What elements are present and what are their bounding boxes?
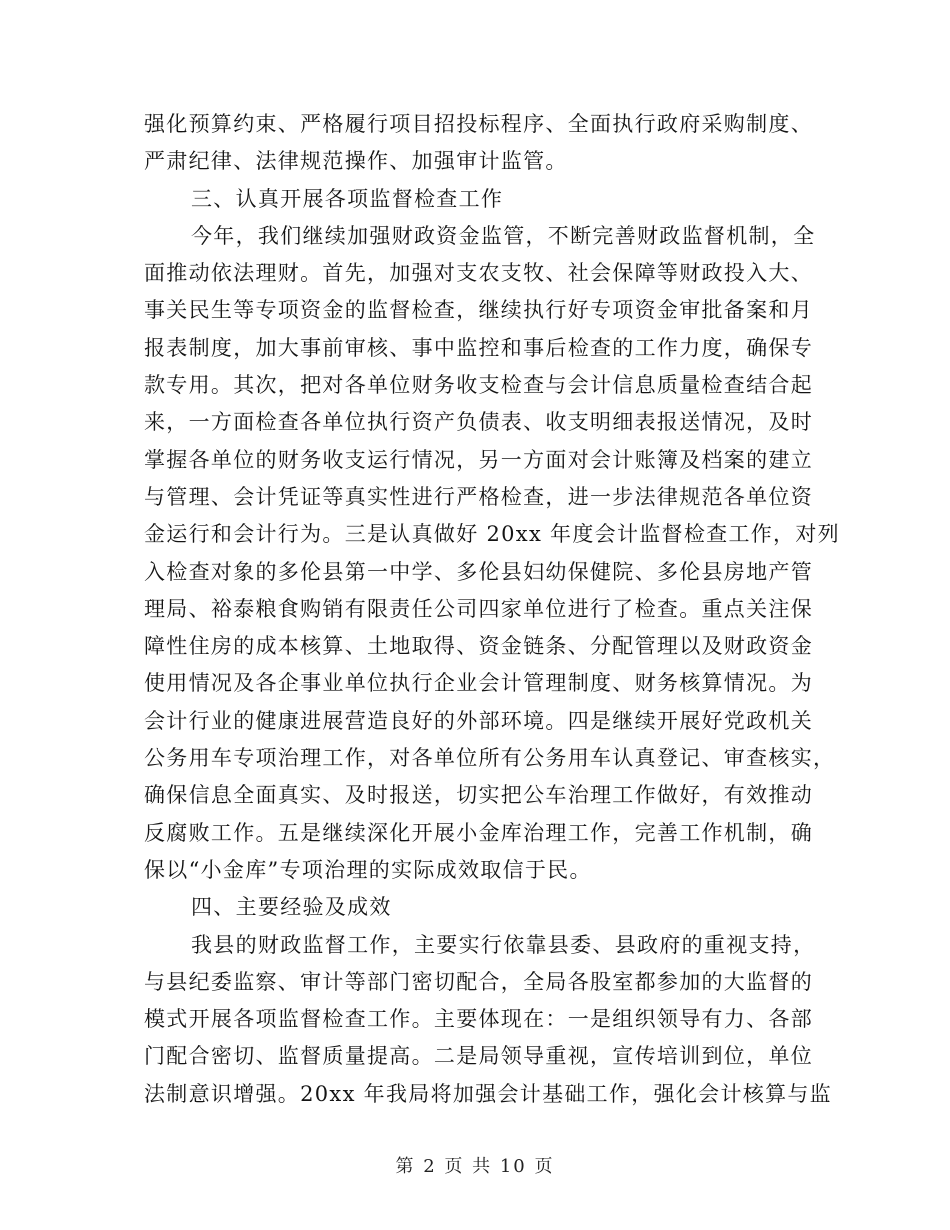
- text-line: 使用情况及各企事业单位执行企业会计管理制度、财务核算情况。为: [144, 671, 813, 696]
- text-line: 法制意识增强。20xx 年我局将加强会计基础工作，强化会计核算与监: [144, 1081, 832, 1106]
- text-line: 严肃纪律、法律规范操作、加强审计监管。: [144, 149, 568, 174]
- text-line: 保以“小金库”专项治理的实际成效取信于民。: [144, 857, 592, 882]
- text-line: 款专用。其次，把对各单位财务收支检查与会计信息质量检查结合起: [144, 373, 813, 398]
- text-line: 反腐败工作。五是继续深化开展小金库治理工作，完善工作机制，确: [144, 820, 813, 845]
- text-line: 门配合密切、监督质量提高。二是局领导重视，宣传培训到位，单位: [144, 1044, 813, 1069]
- paragraph-start-line: 今年，我们继续加强财政资金监管，不断完善财政监督机制，全: [191, 223, 816, 248]
- text-line: 与管理、会计凭证等真实性进行严格检查，进一步法律规范各单位资: [144, 484, 813, 509]
- text-line: 来，一方面检查各单位执行资产负债表、收支明细表报送情况，及时: [144, 410, 813, 435]
- text-line: 确保信息全面真实、及时报送，切实把公车治理工作做好，有效推动: [144, 783, 813, 808]
- paragraph-start-line: 我县的财政监督工作，主要实行依靠县委、县政府的重视支持，: [191, 932, 816, 957]
- text-line: 理局、裕泰粮食购销有限责任公司四家单位进行了检查。重点关注保: [144, 596, 813, 621]
- text-line: 障性住房的成本核算、土地取得、资金链条、分配管理以及财政资金: [144, 634, 813, 659]
- text-line: 事关民生等专项资金的监督检查，继续执行好专项资金审批备案和月: [144, 298, 813, 323]
- text-line: 模式开展各项监督检查工作。主要体现在：一是组织领导有力、各部: [144, 1007, 813, 1032]
- text-line: 金运行和会计行为。三是认真做好 20xx 年度会计监督检查工作，对列: [144, 522, 840, 547]
- page-number-footer: 第 2 页 共 10 页: [395, 1156, 555, 1177]
- text-line: 公务用车专项治理工作，对各单位所有公务用车认真登记、审查核实，: [144, 746, 836, 771]
- text-line: 与县纪委监察、审计等部门密切配合，全局各股室都参加的大监督的: [144, 969, 813, 994]
- section-heading: 四、主要经验及成效: [191, 895, 392, 920]
- document-body: [144, 106, 840, 1113]
- text-line: 强化预算约束、严格履行项目招投标程序、全面执行政府采购制度、: [144, 112, 813, 136]
- text-line: 掌握各单位的财务收支运行情况，另一方面对会计账簿及档案的建立: [144, 447, 813, 472]
- text-line: 入检查对象的多伦县第一中学、多伦县妇幼保健院、多伦县房地产管: [144, 559, 813, 584]
- text-line: 报表制度，加大事前审核、事中监控和事后检查的工作力度，确保专: [144, 335, 813, 360]
- text-line: 会计行业的健康进展营造良好的外部环境。四是继续开展好党政机关: [144, 708, 813, 733]
- text-line: 面推动依法理财。首先，加强对支农支牧、社会保障等财政投入大、: [144, 261, 813, 286]
- section-heading: 三、认真开展各项监督检查工作: [191, 186, 504, 211]
